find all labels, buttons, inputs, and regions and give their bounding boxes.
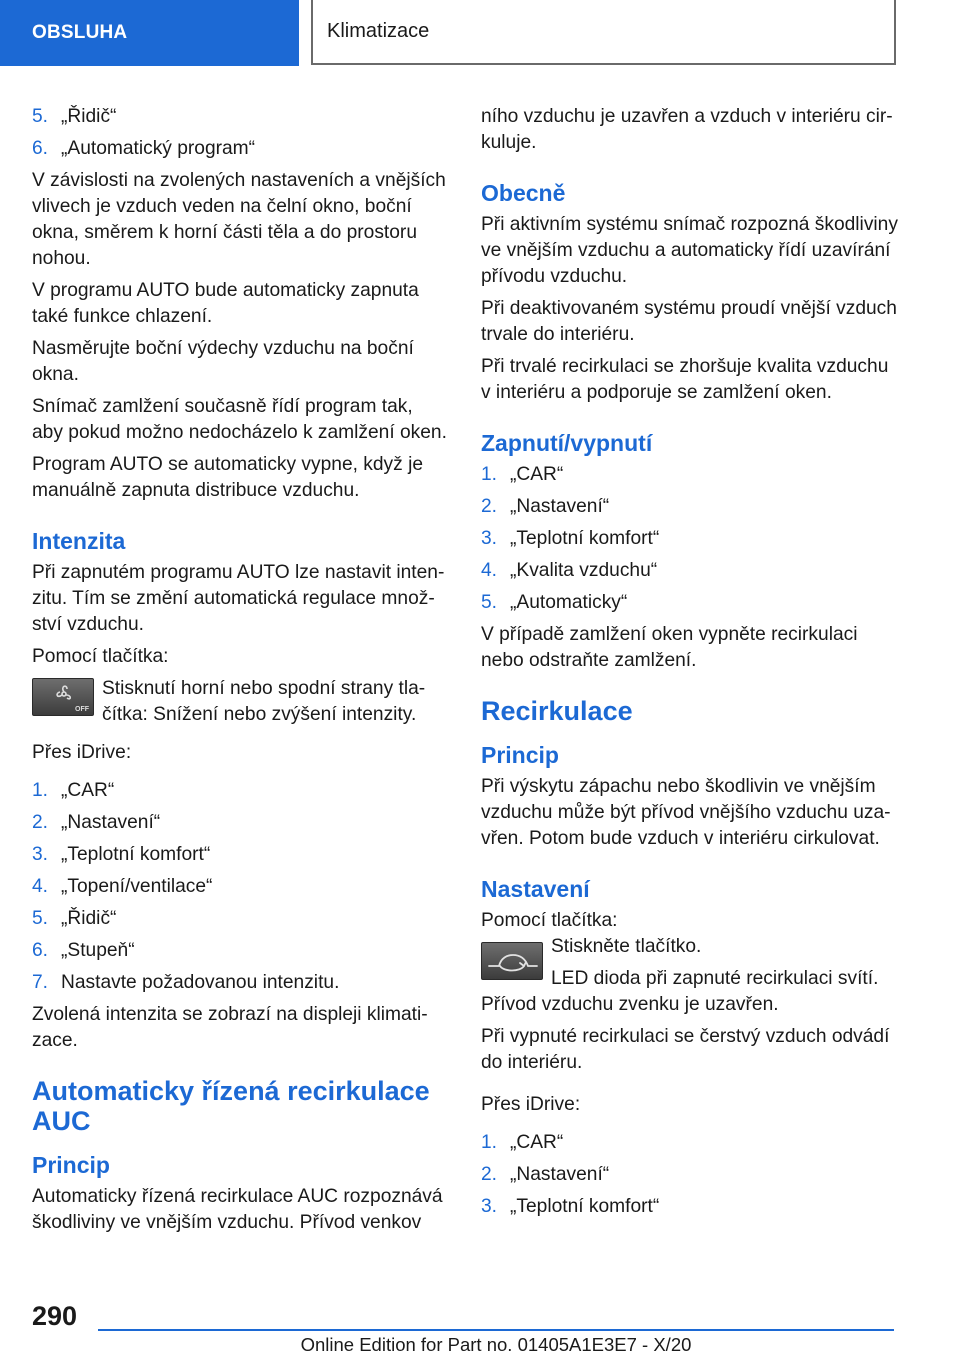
heading-zapnuti: Zapnutí/vypnutí [481, 430, 653, 456]
paragraph: V programu AUTO bude automaticky zapnuta také funkce chlazení. [32, 280, 419, 327]
left-column [32, 104, 448, 1242]
paragraph: Pomocí tlačítka: [32, 646, 169, 667]
paragraph: Při deaktivovaném systému proudí vnější vzduch trvale do interiéru. [481, 298, 897, 345]
paragraph: Program AUTO se automaticky vypne, když je manuálně zapnuta distribuce vzduchu. [32, 454, 424, 501]
page-number: 290 [32, 1301, 78, 1331]
heading-nastaveni: Nastavení [481, 876, 590, 902]
paragraph: Přes iDrive: [481, 1094, 581, 1115]
list-item: 2. „Nastavení“ [481, 1164, 610, 1185]
paragraph: Při zapnutém programu AUTO lze nastavit intenzitu. Tím se změní automatická regulace množství vzduchu. [32, 562, 445, 635]
paragraph: Snímač zamlžení současně řídí program tak, aby pokud možno nedocházelo k zamlžení oken. [32, 396, 447, 443]
paragraph: Nasměrujte boční výdechy vzduchu na boční okna. [32, 338, 414, 385]
list-item: 2. „Nastavení“ [32, 812, 161, 833]
button-text: Stisknutí horní nebo spodní strany tlačítka: Snížení nebo zvýšení intenzity. [102, 678, 426, 725]
list-item: 6. „Stupeň“ [32, 940, 135, 961]
heading-auc: Automaticky řízená recirkulace AUC [32, 1076, 430, 1136]
recirculation-button-icon [481, 942, 543, 980]
list-item: 3. „Teplotní komfort“ [32, 844, 211, 865]
paragraph: Při trvalé recirkulaci se zhoršuje kvalita vzduchu v interiéru a podporuje se zamlžení oken. [481, 356, 889, 403]
paragraph: Při výskytu zápachu nebo škodlivin ve vnějším vzduchu může být přívod vnějšího vzduchu uzavřen. Potom bude vzduch v interiéru cirkulovat. [481, 776, 891, 849]
paragraph: ního vzduchu je uzavřen a vzduch v interiéru cirkuluje. [481, 106, 893, 153]
list-item: 1. „CAR“ [481, 464, 564, 485]
right-column [481, 104, 901, 1226]
paragraph: Automaticky řízená recirkulace AUC rozpoznává škodliviny ve vnějším vzduchu. Přívod venkov [32, 1186, 443, 1233]
heading-princip: Princip [481, 742, 559, 768]
list-item: 1. „CAR“ [481, 1132, 564, 1153]
button-description [481, 936, 901, 992]
list-item: 5. „Automaticky“ [481, 592, 628, 613]
button-description [32, 676, 448, 728]
list-item: 1. „CAR“ [32, 780, 115, 801]
fan-intensity-button-icon [32, 678, 94, 716]
paragraph: Přes iDrive: [32, 742, 132, 763]
heading-princip: Princip [32, 1152, 110, 1178]
list-item: 4. „Kvalita vzduchu“ [481, 560, 658, 581]
list-item: 4. „Topení/ventilace“ [32, 876, 213, 897]
heading-intenzita: Intenzita [32, 528, 126, 554]
section-tab: OBSLUHA [0, 0, 299, 66]
svg-text:OFF: OFF [75, 706, 89, 713]
heading-obecne: Obecně [481, 180, 566, 206]
list-item: 3. „Teplotní komfort“ [481, 528, 660, 549]
page-header [0, 0, 960, 66]
paragraph: Přívod vzduchu zvenku je uzavřen. [481, 994, 779, 1015]
paragraph: Zvolená intenzita se zobrazí na displeji klimatizace. [32, 1004, 428, 1051]
paragraph: Při vypnuté recirkulaci se čerstvý vzduch odvádí do interiéru. [481, 1026, 890, 1073]
list-item: 3. „Teplotní komfort“ [481, 1196, 660, 1217]
button-text: Stiskněte tlačítko. LED dioda při zapnuté recirkulaci svítí. [551, 936, 879, 989]
list-item: 6. „Automatický program“ [32, 138, 256, 159]
list-item: 5. „Řidič“ [32, 908, 117, 929]
paragraph: V případě zamlžení oken vypněte recirkulaci nebo odstraňte zamlžení. [481, 624, 858, 671]
footer-divider [98, 1329, 894, 1331]
paragraph: Pomocí tlačítka: [481, 910, 618, 931]
chapter-title: Klimatizace [311, 0, 896, 65]
list-item: 2. „Nastavení“ [481, 496, 610, 517]
list-item: 5. „Řidič“ [32, 106, 117, 127]
edition-note: Online Edition for Part no. 01405A1E3E7 - X/20 [300, 1334, 692, 1355]
heading-recirkulace: Recirkulace [481, 696, 633, 726]
list-item: 7. Nastavte požadovanou intenzitu. [32, 972, 340, 993]
paragraph: V závislosti na zvolených nastaveních a vnějších vlivech je vzduch veden na čelní okno, boční okna, směrem k horní části těla a do prostoru nohou. [32, 170, 446, 269]
paragraph: Při aktivním systému snímač rozpozná škodliviny ve vnějším vzduchu a automaticky řídí uzavírání přívodu vzduchu. [481, 214, 898, 287]
